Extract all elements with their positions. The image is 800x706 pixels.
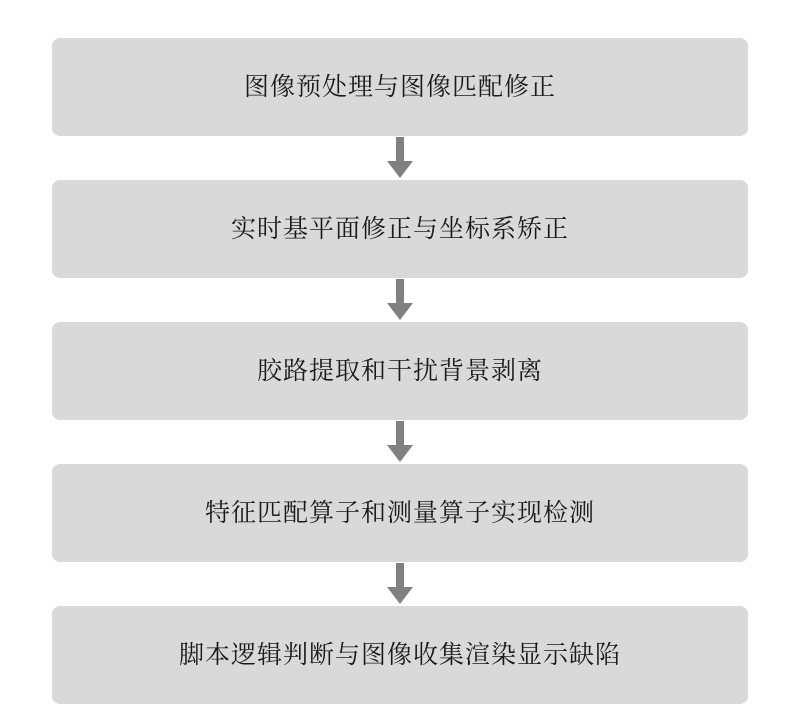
flow-node-3-label: 胶路提取和干扰背景剥离 — [256, 357, 543, 385]
flow-node-1 — [52, 38, 748, 136]
down-arrow-icon-2 — [380, 278, 420, 322]
flow-node-4-label: 特征匹配算子和测量算子实现检测 — [204, 499, 595, 527]
flow-node-1-label: 图像预处理与图像匹配修正 — [243, 73, 556, 101]
down-arrow-icon-3 — [380, 420, 420, 464]
flow-node-5-label: 脚本逻辑判断与图像收集渲染显示缺陷 — [178, 641, 621, 669]
down-arrow-icon-4 — [380, 562, 420, 606]
flow-node-5 — [52, 606, 748, 704]
flow-node-3 — [52, 322, 748, 420]
flow-node-2-label: 实时基平面修正与坐标系矫正 — [230, 215, 569, 243]
down-arrow-icon-1 — [380, 136, 420, 180]
flow-node-2 — [52, 180, 748, 278]
flow-node-4 — [52, 464, 748, 562]
